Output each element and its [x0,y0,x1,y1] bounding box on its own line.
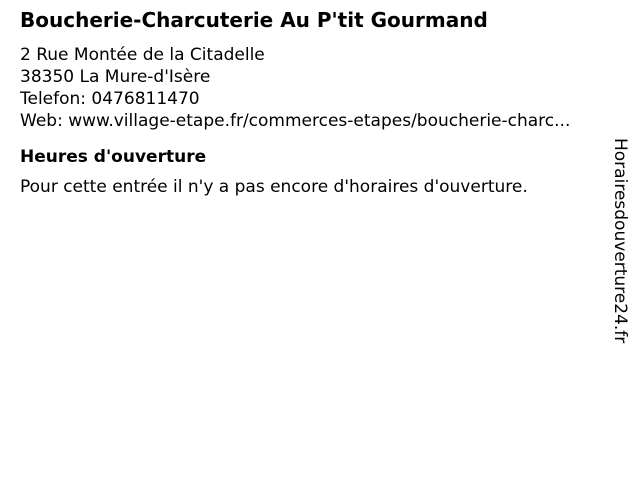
phone-line: Telefon: 0476811470 [20,89,200,109]
listing-content [20,0,600,198]
contact-info-block [20,44,600,132]
business-title: Boucherie-Charcuterie Au P'tit Gourmand [20,8,488,32]
opening-hours-message: Pour cette entrée il n'y a pas encore d'horaires d'ouverture. [20,177,528,197]
site-watermark: Horairesdouverture24.fr [610,138,630,344]
opening-hours-heading: Heures d'ouverture [20,147,207,167]
website-line: Web: www.village-etape.fr/commerces-etapes/boucherie-charc... [20,111,571,131]
city-address: 38350 La Mure-d'Isère [20,67,211,87]
street-address: 2 Rue Montée de la Citadelle [20,45,265,65]
